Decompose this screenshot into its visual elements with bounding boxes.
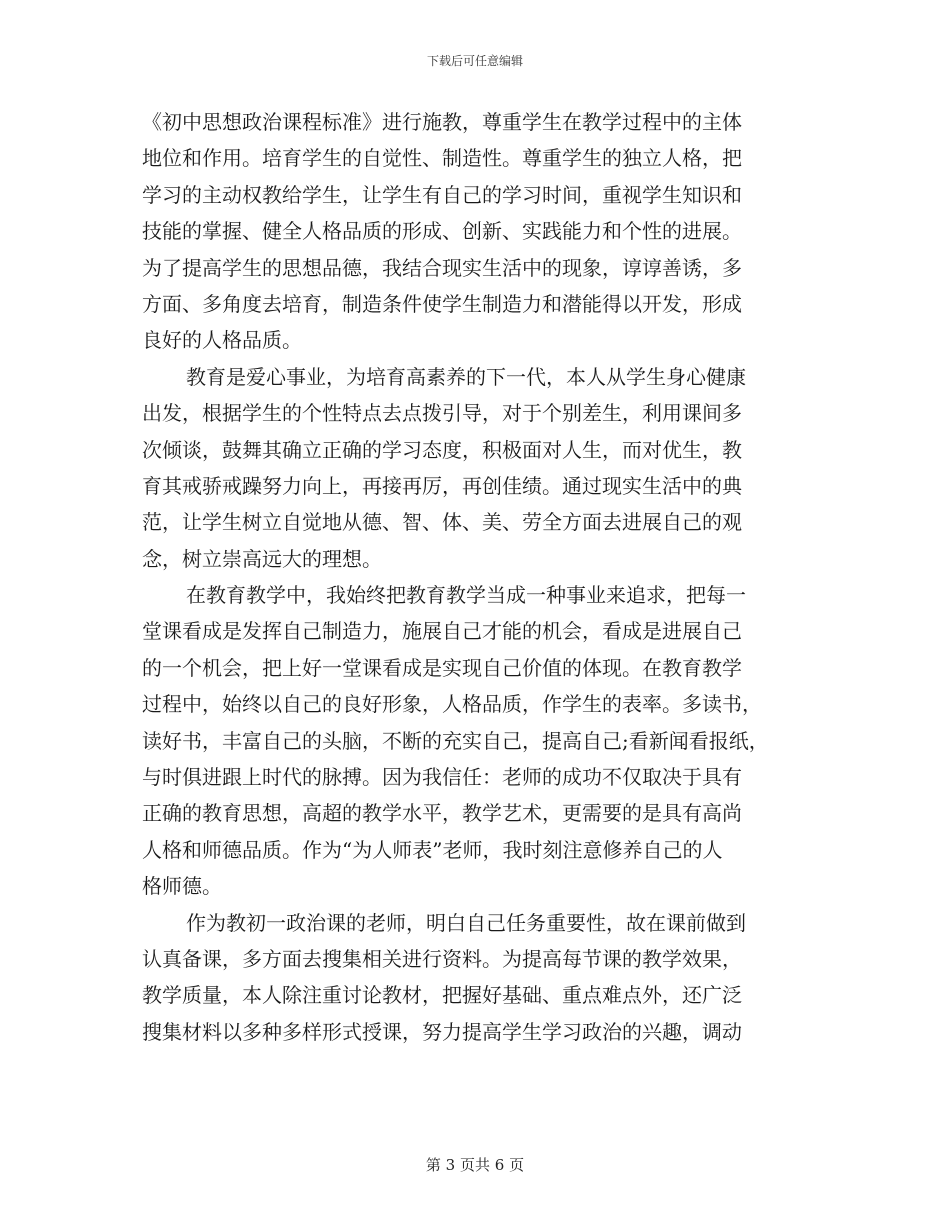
page-header: 下载后可任意编辑: [426, 54, 523, 68]
page-footer: 第 3 页共 6 页: [425, 1156, 525, 1174]
text-line: 次倾谈，鼓舞其确立正确的学习态度，积极面对人生，而对优生，教: [142, 437, 742, 462]
text-line: 地位和作用。培育学生的自觉性、制造性。尊重学生的独立人格，把: [142, 146, 742, 171]
text-line: 格师德。: [142, 874, 222, 899]
paragraph-4: [142, 905, 817, 1051]
text-line: 堂课看成是发挥自己制造力，施展自己才能的机会，看成是进展自己: [142, 619, 742, 644]
text-line: 作为教初一政治课的老师，明白自己任务重要性，故在课前做到: [186, 910, 746, 935]
text-line: 的一个机会，把上好一堂课看成是实现自己价值的体现。在教育教学: [142, 655, 742, 680]
text-line: 方面、多角度去培育，制造条件使学生制造力和潜能得以开发，形成: [142, 291, 742, 316]
text-line: 搜集材料以多种多样形式授课，努力提高学生学习政治的兴趣，调动: [142, 1019, 742, 1044]
text-line: 技能的掌握、健全人格品质的形成、创新、实践能力和个性的进展。: [142, 219, 742, 244]
text-line: 念，树立崇高远大的理想。: [142, 546, 382, 571]
paragraph-1: [142, 104, 817, 359]
text-line: 《初中思想政治课程标准》进行施教，尊重学生在教学过程中的主体: [142, 110, 742, 134]
text-line: 教育是爱心事业，为培育高素养的下一代，本人从学生身心健康: [186, 364, 746, 389]
text-line: 在教育教学中，我始终把教育教学当成一种事业来追求，把每一: [186, 583, 746, 608]
text-line: 读好书，丰富自己的头脑，不断的充实自己，提高自己;看新闻看报纸，: [142, 728, 769, 753]
paragraph-2: [142, 359, 817, 577]
paragraph-3: [142, 577, 817, 905]
text-line: 为了提高学生的思想品德，我结合现实生活中的现象，谆谆善诱，多: [142, 255, 742, 280]
document-body: [142, 104, 817, 1050]
text-line: 人格和师德品质。作为“为人师表”老师，我时刻注意修养自己的人: [142, 837, 723, 862]
text-line: 育其戒骄戒躁努力向上，再接再厉，再创佳绩。通过现实生活中的典: [142, 473, 742, 498]
text-line: 教学质量，本人除注重讨论教材，把握好基础、重点难点外，还广泛: [142, 983, 742, 1008]
text-line: 过程中，始终以自己的良好形象，人格品质，作学生的表率。多读书，: [142, 692, 762, 717]
text-line: 范，让学生树立自觉地从德、智、体、美、劳全方面去进展自己的观: [142, 510, 742, 535]
text-line: 学习的主动权教给学生，让学生有自己的学习时间，重视学生知识和: [142, 182, 742, 207]
text-line: 正确的教育思想，高超的教学水平，教学艺术，更需要的是具有高尚: [142, 801, 742, 826]
text-line: 与时俱进跟上时代的脉搏。因为我信任：老师的成功不仅取决于具有: [142, 765, 742, 790]
text-line: 良好的人格品质。: [142, 328, 302, 353]
text-line: 出发，根据学生的个性特点去点拨引导，对于个别差生，利用课间多: [142, 401, 742, 426]
text-line: 认真备课，多方面去搜集相关进行资料。为提高每节课的教学效果，: [142, 946, 742, 971]
